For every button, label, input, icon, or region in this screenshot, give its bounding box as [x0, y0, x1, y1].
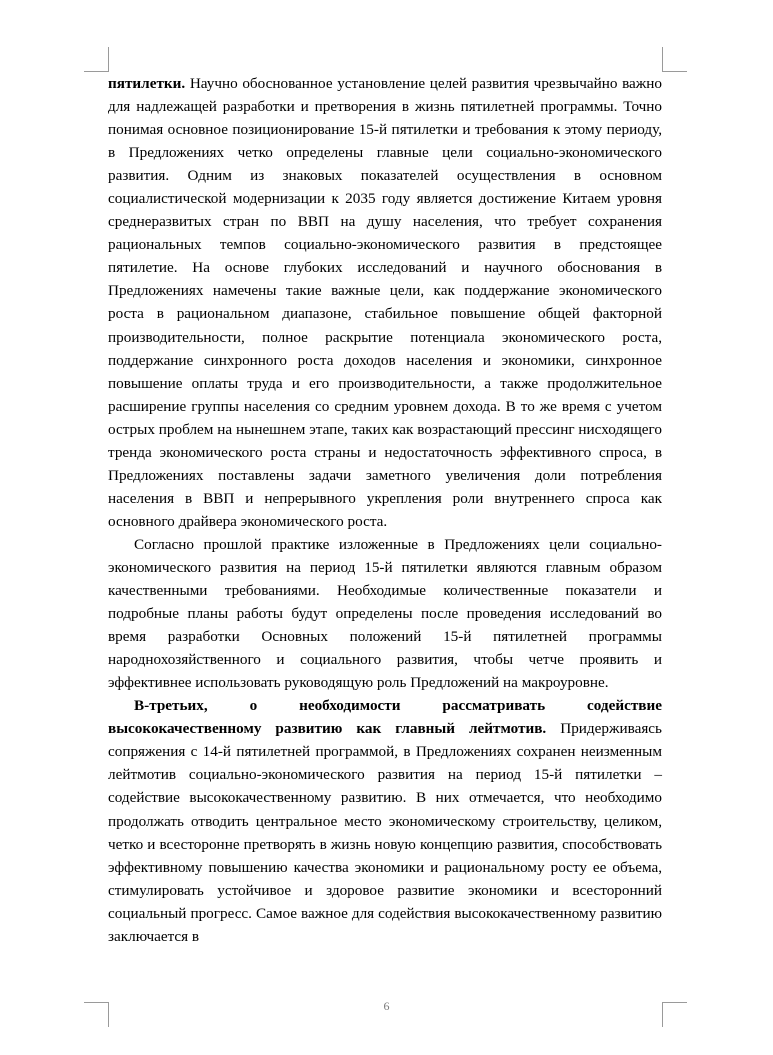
paragraph-1: [108, 72, 662, 533]
paragraph-2: [108, 533, 662, 694]
paragraph-3: [108, 694, 662, 948]
paragraph-3-lead: В-третьих, о необходимости рассматривать содействие высококачественному развитию как главный лейтмотив.: [108, 697, 662, 738]
paragraph-1-lead: пятилетки.: [108, 75, 186, 92]
crop-mark-top-left: [84, 47, 109, 72]
paragraph-2-text: Согласно прошлой практике изложенные в Предложениях цели социально-экономического развития на период 15-й пятилетки являются главным образом качественными требованиями. Необходимые количественные показатели и подробные планы работы будут определены после проведения исследований во время разработки Основных положений 15-й пятилетней программы народнохозяйственного и социального развития, чтобы четче проявить и эффективнее использовать руководящую роль Предложений на макроуровне.: [108, 535, 662, 692]
crop-mark-top-right: [662, 47, 687, 72]
paragraph-1-text: Научно обоснованное установление целей развития чрезвычайно важно для надлежащей разработки и претворения в жизнь пятилетней программы. Точно понимая основное позиционирование 15-й пятилетки и требования к этому периоду, в Предложениях четко определены главные цели социально-экономического развития. Одним из знаковых показателей осуществления в основном социалистической модернизации к 2035 году является достижение Китаем уровня среднеразвитых стран по ВВП на душу населения, что требует сохранения рациональных темпов социально-экономического развития в предстоящее пятилетие. На основе глубоких исследований и научного обоснования в Предложениях намечены такие важные цели, как поддержание экономического роста в рациональном диапазоне, стабильное повышение общей факторной производительности, полное раскрытие потенциала экономического роста, поддержание синхронного роста доходов населения и экономики, синхронное повышение оплаты труда и его производительности, а также продолжительное расширение группы населения со средним уровнем дохода. В то же время с учетом острых проблем на нынешнем этапе, таких как возрастающий прессинг нисходящего тренда экономического роста страны и недостаточность эффективного спроса, в Предложениях поставлены задачи заметного увеличения доли потребления населения в ВВП и непрерывного укрепления роли внутреннего спроса как основного драйвера экономического роста.: [108, 75, 662, 530]
page-number: 6: [383, 999, 390, 1013]
body-text: [108, 72, 662, 948]
paragraph-3-text: Придерживаясь сопряжения с 14-й пятилетней программой, в Предложениях сохранен неизменным лейтмотив социально-экономического развития на период 15-й пятилетки – содействие высококачественному развитию. В них отмечается, что необходимо продолжать отводить центральное место экономическому строительству, целиком, четко и всесторонне претворять в жизнь новую концепцию развития, способствовать эффективному повышению качества экономики и рациональному росту ее объема, стимулировать устойчивое и здоровое развитие экономики и всесторонний социальный прогресс. Самое важное для содействия высококачественному развитию заключается в: [108, 720, 662, 945]
